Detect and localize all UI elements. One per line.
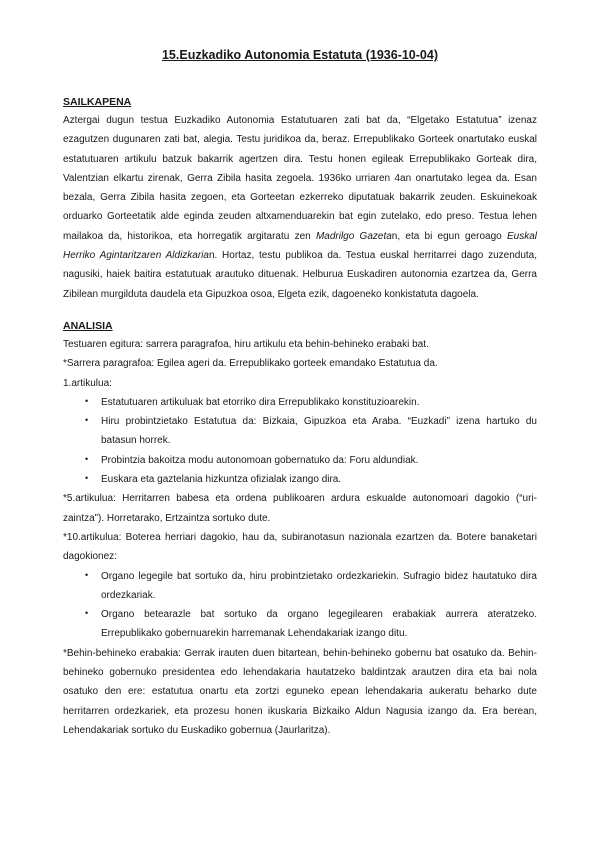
sailkapena-text-2: n, eta bi egun geroago [391, 230, 507, 242]
bullet-icon: • [85, 453, 89, 464]
bullet-icon: • [85, 608, 89, 619]
agintaritza-aldizkaria-title: Euskal Herriko Agintaritzaren Aldizkaria [63, 230, 537, 262]
sailkapena-paragraph [63, 111, 537, 304]
list-item: • Hiru probintzietako Estatutua da: Bizkaia, Gipuzkoa eta Araba. “Euzkadi” izena hartuko du batasun horrek. [85, 412, 537, 451]
list-item: • Probintzia bakoitza modu autonomoan gobernatuko da: Foru aldundiak. [85, 451, 537, 470]
list-item: • Euskara eta gaztelania hizkuntza ofizialak izango dira. [85, 470, 537, 489]
article-1-list [63, 393, 537, 489]
bullet-icon: • [85, 569, 89, 580]
article-5-paragraph: *5.artikulua: Herritarren babesa eta ordena publikoaren ardura eskualde autonomoari dagokio (“uri-zaintza”). Horretarako, Ertzaintza sortuko dute. [63, 493, 537, 524]
list-item: • Organo legegile bat sortuko da, hiru probintzietako ordezkariekin. Sufragio bidez hautatuko dira ordezkariak. [85, 567, 537, 606]
behin-behineko-paragraph: *Behin-behineko erabakia: Gerrak irauten duen bitartean, behin-behineko gobernu bat osatuko da. Behin-behineko gobernuko presidentea edo lehendakaria hautatzeko baldintzak arautzen dira eta bai nola osatuko den ere: estatutua onartu eta zortzi eguneko epean lehendakaria aukeratu beharko dute herritarren ordezkariek, eta prozesu honen ikuskaria Bizkaiko Aldun Nagusia izango da. Era berean, Lehendakariak sortuko du Euskadiko gobernua (Jaurlaritza). [63, 647, 537, 736]
sailkapena-heading: SAILKAPENA [63, 96, 132, 108]
bullet-icon: • [85, 415, 89, 426]
bullet-icon: • [85, 473, 89, 484]
article-10-paragraph: *10.artikulua: Boterea herriari dagokio, hau da, subiranotasun nazionala ezartzen da. Botere banaketari dagokionez: [63, 531, 537, 563]
list-item: • Estatutuaren artikuluak bat etorriko dira Errepublikako konstituzioarekin. [85, 393, 537, 412]
bullet-icon: • [85, 395, 89, 406]
sailkapena-text-1: Aztergai dugun testua Euzkadiko Autonomia Estatutuaren zati bat da, “Elgetako Estatutua” izenaz ezagutzen dugunaren zati bat, alegia. Testu juridikoa da, beraz. Errepublikako Gorteek onartutako euskal estatutuaren artikulu batzuk bakarrik agertzen dira. Testu honen egileak Errepublikako Gorteak dira, Valentzian elkartu zirenak, Gerra Zibila hasita zegoela. 1936ko urriaren 4an onartutako legea da. Esan bezala, Gerra Zibila hasita zegoen, eta Gorteetan ezkerreko diputatuak bakarrik zeuden. Eskuinekoak orduarko Gorteetatik alde eginda zeuden altxamenduarekin bat egin zutelako, edo preso. Testua lehen mailakoa da, historikoa, eta horregatik argitaratu zen [63, 115, 537, 242]
structure-intro: Testuaren egitura: sarrera paragrafoa, hiru artikulu eta behin-behineko erabaki bat. [63, 338, 429, 350]
list-item: • Organo betearazle bat sortuko da organo legegilearen erabakiak aurrera ateratzeko. Errepublikako gobernuarekin harremanak Lehendakariak izango ditu. [85, 605, 537, 644]
sarrera-paragraph: *Sarrera paragrafoa: Egilea ageri da. Errepublikako gorteek emandako Estatutua da. [63, 358, 438, 370]
article-10-list [63, 567, 537, 644]
sailkapena-text-3: n. Hortaz, testu publikoa da. Testua euskal herritarrei dago zuzenduta, nagusiki, haiek baitira estatutuak arautuko dituenak. Helburua Euskadiren autonomia ezartzea da, Gerra Zibilean murgilduta daudela eta Gipuzkoa osoa, Elgeta ezik, dagoeneko konkistatuta dagoela. [63, 250, 538, 300]
analisia-heading: ANALISIA [63, 319, 113, 332]
madrilgo-gazeta-title: Madrilgo Gazeta [315, 230, 392, 242]
document-title: 15.Euzkadiko Autonomia Estatuta (1936-10-04) [161, 48, 438, 62]
analisia-section [63, 320, 537, 740]
article-1-label: 1.artikulua: [63, 377, 112, 389]
